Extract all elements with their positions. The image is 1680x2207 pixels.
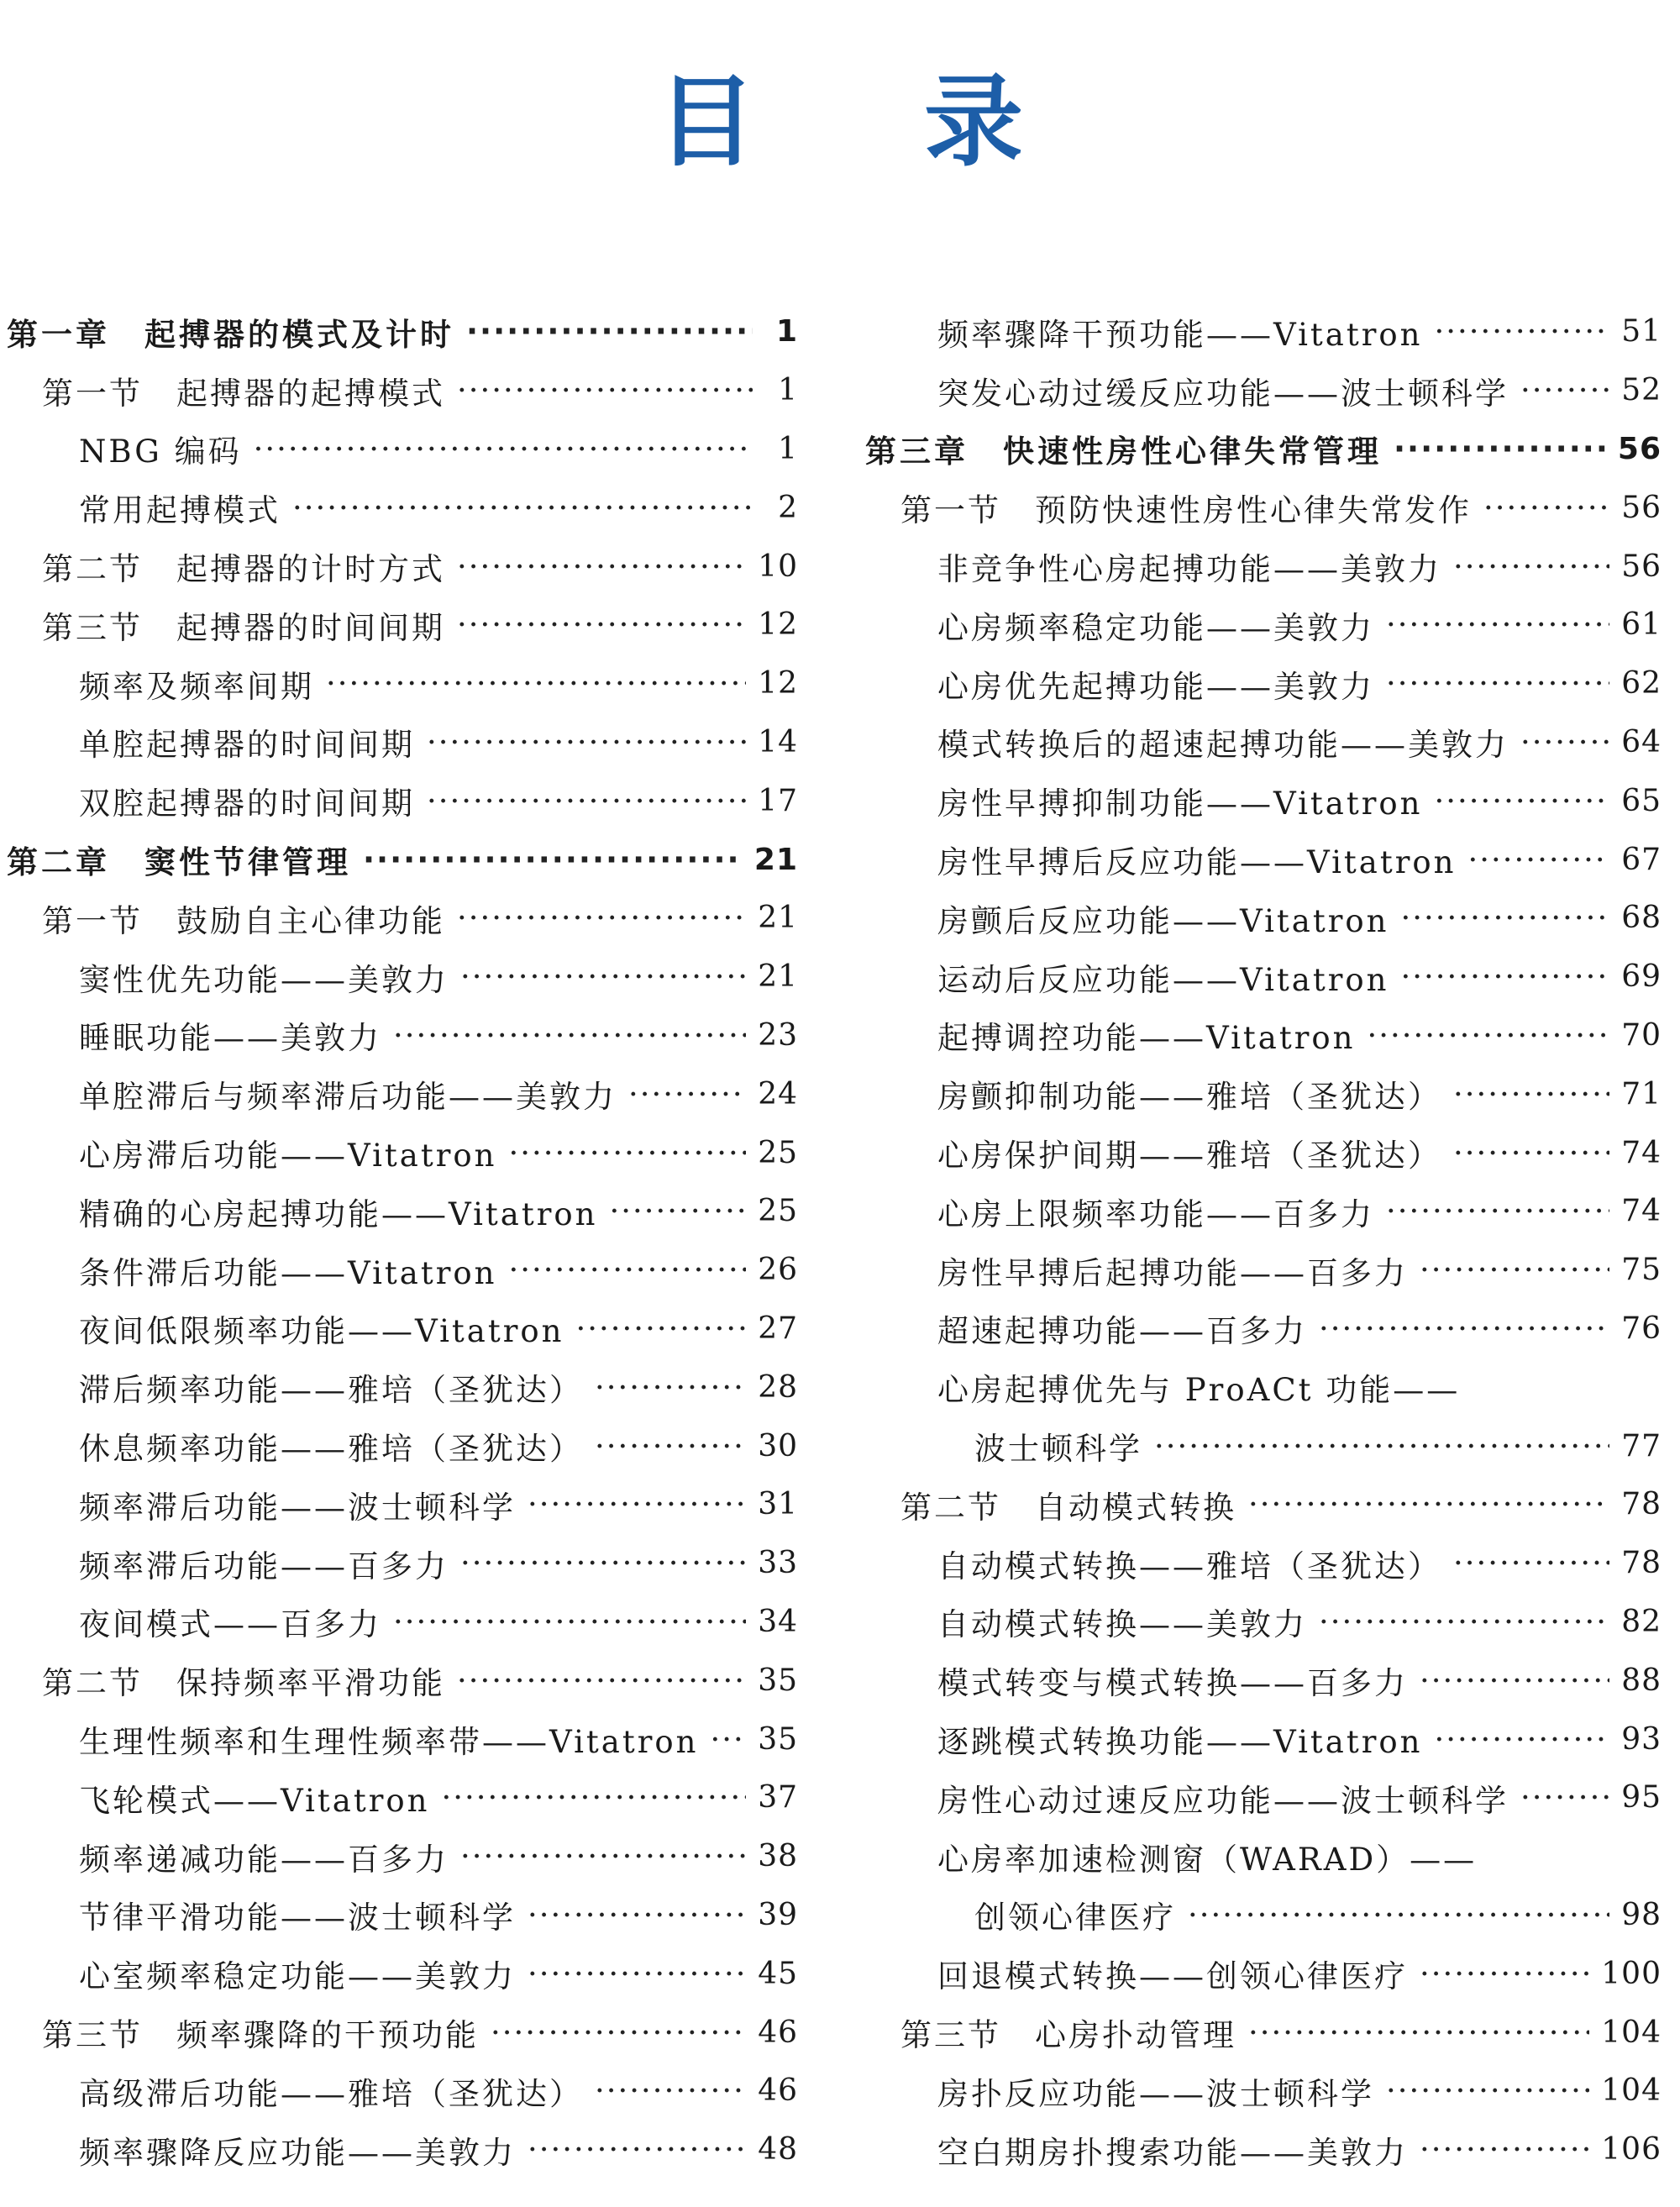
- toc-item-entry[interactable]: [865, 1944, 1662, 2003]
- toc-leader-dots: [427, 783, 746, 819]
- toc-page-number: 33: [758, 1546, 798, 1581]
- toc-leader-dots: [1435, 1721, 1610, 1758]
- toc-item-entry[interactable]: [865, 1416, 1662, 1475]
- toc-entry-title: 双腔起搏器的时间间期: [79, 786, 415, 822]
- toc-leader-dots: [528, 1956, 746, 1992]
- toc-leader-dots: [442, 1779, 747, 1816]
- toc-entry-title: 房性早搏后反应功能——Vitatron: [937, 844, 1457, 881]
- toc-leader-dots: [393, 1017, 746, 1054]
- toc-right-column: [865, 302, 1662, 2179]
- toc-page-number: 27: [758, 1311, 798, 1346]
- toc-leader-dots: [1368, 1017, 1610, 1054]
- toc-section-entry[interactable]: [7, 889, 798, 948]
- toc-leader-dots: [1483, 490, 1609, 526]
- toc-page-number: 26: [758, 1253, 798, 1288]
- toc-chapter-entry[interactable]: [7, 302, 798, 361]
- toc-entry-title: 第二节 保持频率平滑功能: [42, 1665, 445, 1702]
- toc-page-number: 1: [775, 314, 798, 349]
- toc-leader-dots: [1453, 1135, 1609, 1171]
- toc-page-number: 104: [1601, 2073, 1662, 2109]
- toc-leader-dots: [1401, 959, 1610, 995]
- toc-entry-title: 逐跳模式转换功能——Vitatron: [937, 1724, 1423, 1761]
- toc-leader-dots: [460, 1545, 746, 1581]
- toc-entry-title: 飞轮模式——Vitatron: [79, 1782, 430, 1819]
- toc-item-entry[interactable]: [865, 1123, 1662, 1182]
- toc-leader-dots: [1520, 372, 1609, 408]
- toc-item-entry[interactable]: [865, 302, 1662, 361]
- toc-entry-title: 空白期房扑搜索功能——美敦力: [937, 2134, 1408, 2171]
- toc-page-number: 62: [1621, 666, 1662, 702]
- toc-page-number: 76: [1621, 1311, 1662, 1346]
- toc-page-number: 21: [758, 901, 798, 936]
- toc-entry-title: 心房起搏优先与 ProACt 功能——: [937, 1372, 1461, 1409]
- toc-leader-dots: [1453, 549, 1609, 585]
- toc-entry-title: 第三节 起搏器的时间间期: [42, 609, 445, 646]
- toc-page-number: 25: [758, 1194, 798, 1229]
- toc-section-entry[interactable]: [7, 537, 798, 596]
- toc-page-number: 75: [1621, 1253, 1662, 1288]
- toc-page-number: 21: [753, 842, 798, 877]
- toc-page-number: 21: [758, 959, 798, 995]
- toc-chapter-entry[interactable]: [7, 830, 798, 889]
- toc-entry-title: 房性早搏后起搏功能——百多力: [937, 1254, 1408, 1291]
- toc-page-number: 67: [1621, 842, 1662, 877]
- toc-leader-dots: [457, 549, 746, 585]
- toc-page-number: 65: [1621, 783, 1662, 818]
- toc-entry-title: 房颤抑制功能——雅培（圣犹达）: [937, 1079, 1441, 1116]
- toc-leader-dots: [528, 1897, 746, 1933]
- toc-section-entry[interactable]: [7, 2003, 798, 2062]
- toc-entry-title: 创领心律医疗: [974, 1900, 1176, 1936]
- toc-entry-title: 节律平滑功能——波士顿科学: [79, 1900, 516, 1936]
- toc-leader-dots: [1468, 842, 1610, 878]
- toc-entry-title: 起搏调控功能——Vitatron: [937, 1020, 1356, 1057]
- toc-page-number: 24: [758, 1076, 798, 1111]
- toc-leader-dots: [595, 1369, 746, 1406]
- toc-item-entry[interactable]: [865, 596, 1662, 654]
- toc-leader-dots: [1435, 783, 1610, 819]
- toc-entry-title: 房性心动过速反应功能——波士顿科学: [937, 1782, 1509, 1819]
- toc-page-number: 34: [758, 1604, 798, 1639]
- toc-page-number: 95: [1621, 1780, 1662, 1816]
- toc-page-number: 45: [758, 1956, 798, 1991]
- toc-entry-title: 自动模式转换——雅培（圣犹达）: [937, 1548, 1441, 1584]
- toc-leader-dots: [1394, 431, 1606, 467]
- toc-leader-dots: [1154, 1428, 1609, 1464]
- toc-item-entry[interactable]: [7, 654, 798, 713]
- toc-page-number: 31: [758, 1487, 798, 1522]
- toc-item-entry[interactable]: [7, 1416, 798, 1475]
- title-char-2: 录: [924, 64, 1024, 180]
- toc-page-number: 37: [758, 1780, 798, 1816]
- toc-item-entry[interactable]: [865, 1886, 1662, 1945]
- toc-item-entry[interactable]: [865, 2120, 1662, 2179]
- toc-item-entry[interactable]: [7, 1475, 798, 1534]
- toc-item-entry[interactable]: [865, 654, 1662, 713]
- toc-item-entry[interactable]: [7, 1593, 798, 1652]
- toc-page-number: 1: [778, 431, 798, 466]
- toc-item-entry[interactable]: [7, 2120, 798, 2179]
- toc-leader-dots: [1520, 724, 1609, 760]
- toc-entry-title: 心室频率稳定功能——美敦力: [79, 1958, 516, 1995]
- toc-page-number: 48: [758, 2132, 798, 2168]
- toc-entry-title: 夜间低限频率功能——Vitatron: [79, 1313, 564, 1350]
- toc-entry-title: 夜间模式——百多力: [79, 1606, 381, 1643]
- toc-leader-dots: [1435, 313, 1610, 349]
- toc-page-number: 1: [778, 373, 798, 408]
- toc-entry-title: 模式转变与模式转换——百多力: [937, 1665, 1408, 1702]
- toc-item-entry[interactable]: [7, 1534, 798, 1593]
- toc-item-entry[interactable]: [7, 1241, 798, 1300]
- toc-section-entry[interactable]: [7, 596, 798, 654]
- toc-leader-dots: [457, 372, 753, 408]
- toc-item-entry[interactable]: [7, 2062, 798, 2120]
- toc-entry-title: 第一节 预防快速性房性心律失常发作: [900, 492, 1472, 529]
- toc-entry-title: 心房频率稳定功能——美敦力: [937, 609, 1374, 646]
- toc-page-number: 51: [1621, 314, 1662, 349]
- toc-leader-dots: [1520, 1779, 1609, 1816]
- page-title: [0, 42, 1680, 185]
- toc-item-entry[interactable]: [865, 1827, 1662, 1886]
- toc-entry-title: 常用起搏模式: [79, 492, 281, 529]
- toc-entry-title: 波士顿科学: [974, 1431, 1142, 1468]
- toc-entry-title: NBG 编码: [79, 434, 242, 470]
- toc-item-entry[interactable]: [7, 1123, 798, 1182]
- toc-page-number: 69: [1621, 959, 1662, 995]
- toc-entry-title: 心房滞后功能——Vitatron: [79, 1138, 497, 1174]
- toc-entry-title: 高级滞后功能——雅培（圣犹达）: [79, 2075, 583, 2112]
- toc-item-entry[interactable]: [865, 1182, 1662, 1241]
- toc-item-entry[interactable]: [865, 1534, 1662, 1593]
- toc-entry-title: 频率及频率间期: [79, 668, 314, 705]
- toc-page-number: 56: [1621, 549, 1662, 584]
- toc-entry-title: 房性早搏抑制功能——Vitatron: [937, 786, 1423, 822]
- toc-entry-title: 第三节 心房扑动管理: [900, 2017, 1236, 2053]
- toc-entry-title: 休息频率功能——雅培（圣犹达）: [79, 1431, 583, 1468]
- toc-item-entry[interactable]: [865, 1006, 1662, 1065]
- toc-entry-title: 非竞争性心房起搏功能——美敦力: [937, 551, 1441, 588]
- toc-leader-dots: [460, 959, 746, 995]
- toc-leader-dots: [1188, 1897, 1609, 1933]
- toc-entry-title: 心房率加速检测窗（WARAD）——: [937, 1841, 1478, 1878]
- toc-item-entry[interactable]: [7, 1300, 798, 1358]
- toc-entry-title: 运动后反应功能——Vitatron: [937, 961, 1389, 998]
- toc-page-number: 104: [1601, 2015, 1662, 2050]
- toc-leader-dots: [711, 1721, 747, 1758]
- toc-section-entry[interactable]: [865, 1475, 1662, 1534]
- toc-page-number: 38: [758, 1839, 798, 1874]
- toc-leader-dots: [509, 1135, 747, 1171]
- toc-leader-dots: [1319, 1311, 1609, 1347]
- toc-leader-dots: [393, 1604, 746, 1640]
- toc-entry-title: 第三节 频率骤降的干预功能: [42, 2017, 479, 2053]
- toc-item-entry[interactable]: [865, 1710, 1662, 1768]
- toc-leader-dots: [528, 1486, 746, 1522]
- toc-item-entry[interactable]: [865, 1651, 1662, 1710]
- toc-page-number: 106: [1601, 2132, 1662, 2168]
- toc-item-entry[interactable]: [865, 1064, 1662, 1123]
- toc-page-number: 78: [1621, 1487, 1662, 1522]
- toc-item-entry[interactable]: [7, 1006, 798, 1065]
- toc-page-number: 68: [1621, 901, 1662, 936]
- toc-page-number: 74: [1621, 1135, 1662, 1170]
- toc-entry-title: 频率骤降反应功能——美敦力: [79, 2134, 516, 2171]
- toc-page-number: 39: [758, 1897, 798, 1932]
- toc-left-column: [7, 302, 798, 2179]
- toc-leader-dots: [610, 1193, 747, 1229]
- toc-leader-dots: [1248, 2015, 1589, 2051]
- toc-leader-dots: [1453, 1545, 1609, 1581]
- toc-leader-dots: [1453, 1076, 1609, 1112]
- toc-leader-dots: [1420, 1663, 1609, 1699]
- toc-leader-dots: [1420, 1956, 1589, 1992]
- toc-entry-title: 频率递减功能——百多力: [79, 1841, 449, 1878]
- toc-leader-dots: [491, 2015, 746, 2051]
- toc-page-number: 10: [758, 549, 798, 584]
- toc-page-number: 78: [1621, 1546, 1662, 1581]
- toc-page-number: 98: [1621, 1897, 1662, 1932]
- toc-leader-dots: [292, 490, 753, 526]
- toc-item-entry[interactable]: [865, 537, 1662, 596]
- toc-leader-dots: [466, 313, 753, 349]
- toc-leader-dots: [457, 900, 746, 936]
- toc-page-number: 56: [1617, 431, 1662, 466]
- toc-entry-title: 第二节 自动模式转换: [900, 1489, 1236, 1526]
- toc-leader-dots: [1386, 665, 1609, 702]
- toc-leader-dots: [254, 431, 753, 467]
- toc-item-entry[interactable]: [865, 830, 1662, 889]
- toc-page-number: 70: [1621, 1017, 1662, 1053]
- toc-leader-dots: [326, 665, 746, 702]
- toc-leader-dots: [1319, 1604, 1609, 1640]
- toc-entry-title: 频率滞后功能——波士顿科学: [79, 1489, 516, 1526]
- toc-leader-dots: [628, 1076, 746, 1112]
- toc-leader-dots: [363, 842, 743, 878]
- toc-entry-title: 睡眠功能——美敦力: [79, 1020, 381, 1057]
- toc-item-entry[interactable]: [7, 1886, 798, 1945]
- toc-entry-title: 频率骤降干预功能——Vitatron: [937, 316, 1423, 353]
- toc-item-entry[interactable]: [7, 478, 798, 537]
- toc-page-number: 12: [758, 607, 798, 643]
- toc-leader-dots: [427, 724, 746, 760]
- toc-page-number: 61: [1621, 607, 1662, 643]
- toc-page-number: 17: [758, 783, 798, 818]
- toc-entry-title: 突发心动过缓反应功能——波士顿科学: [937, 375, 1509, 412]
- toc-entry-title: 自动模式转换——美敦力: [937, 1606, 1307, 1643]
- toc-entry-title: 心房上限频率功能——百多力: [937, 1195, 1374, 1232]
- toc-section-entry[interactable]: [7, 361, 798, 420]
- toc-leader-dots: [1420, 1252, 1609, 1288]
- toc-section-entry[interactable]: [865, 478, 1662, 537]
- toc-item-entry[interactable]: [7, 420, 798, 479]
- toc-item-entry[interactable]: [7, 1064, 798, 1123]
- toc-item-entry[interactable]: [865, 1300, 1662, 1358]
- toc-leader-dots: [457, 1663, 746, 1699]
- toc-leader-dots: [460, 1838, 746, 1874]
- toc-page-number: 12: [758, 666, 798, 702]
- toc-entry-title: 心房保护间期——雅培（圣犹达）: [937, 1138, 1441, 1174]
- toc-item-entry[interactable]: [865, 1593, 1662, 1652]
- toc-entry-title: 心房优先起搏功能——美敦力: [937, 668, 1374, 705]
- toc-entry-title: 频率滞后功能——百多力: [79, 1548, 449, 1584]
- toc-entry-title: 房扑反应功能——波士顿科学: [937, 2075, 1374, 2112]
- toc-page-number: 82: [1621, 1604, 1662, 1639]
- toc-page-number: 2: [778, 490, 798, 525]
- toc-leader-dots: [1248, 1486, 1609, 1522]
- toc-entry-title: 条件滞后功能——Vitatron: [79, 1254, 497, 1291]
- toc-leader-dots: [1420, 2131, 1589, 2168]
- toc-item-entry[interactable]: [865, 1241, 1662, 1300]
- toc-page-number: 52: [1621, 373, 1662, 408]
- toc-leader-dots: [595, 1428, 746, 1464]
- toc-page-number: 88: [1621, 1663, 1662, 1698]
- toc-item-entry[interactable]: [865, 713, 1662, 772]
- toc-leader-dots: [528, 2131, 746, 2168]
- toc-entry-title: 第三章 快速性房性心律失常管理: [865, 434, 1382, 470]
- toc-item-entry[interactable]: [865, 771, 1662, 830]
- toc-entry-title: 超速起搏功能——百多力: [937, 1313, 1307, 1350]
- toc-page-number: 93: [1621, 1721, 1662, 1757]
- toc-entry-title: 第一节 起搏器的起搏模式: [42, 375, 445, 412]
- toc-item-entry[interactable]: [865, 948, 1662, 1006]
- toc-page-number: 25: [758, 1135, 798, 1170]
- toc-page-number: 100: [1601, 1956, 1662, 1991]
- toc-entry-title: 单腔滞后与频率滞后功能——美敦力: [79, 1079, 617, 1116]
- toc-item-entry[interactable]: [7, 948, 798, 1006]
- toc-entry-title: 第二节 起搏器的计时方式: [42, 551, 445, 588]
- toc-item-entry[interactable]: [865, 889, 1662, 948]
- toc-entry-title: 模式转换后的超速起搏功能——美敦力: [937, 727, 1509, 764]
- toc-item-entry[interactable]: [7, 771, 798, 830]
- toc-item-entry[interactable]: [7, 713, 798, 772]
- toc-item-entry[interactable]: [7, 1768, 798, 1827]
- toc-page-number: 77: [1621, 1428, 1662, 1463]
- toc-leader-dots: [1386, 1193, 1609, 1229]
- toc-leader-dots: [1386, 607, 1609, 643]
- toc-page-number: 46: [758, 2015, 798, 2050]
- toc-page-number: 74: [1621, 1194, 1662, 1229]
- toc-page-number: 35: [758, 1663, 798, 1698]
- toc-entry-title: 窦性优先功能——美敦力: [79, 961, 449, 998]
- title-char-1: 目: [656, 64, 756, 180]
- toc-page-number: 14: [758, 724, 798, 759]
- toc-item-entry[interactable]: [7, 1182, 798, 1241]
- toc-item-entry[interactable]: [865, 1768, 1662, 1827]
- toc-entry-title: 滞后频率功能——雅培（圣犹达）: [79, 1372, 583, 1409]
- toc-leader-dots: [1401, 900, 1610, 936]
- toc-entry-title: 第二章 窦性节律管理: [7, 844, 351, 881]
- toc-entry-title: 第一节 鼓励自主心律功能: [42, 902, 445, 939]
- toc-item-entry[interactable]: [865, 1358, 1662, 1416]
- toc-page-number: 35: [758, 1721, 798, 1757]
- toc-page-number: 30: [758, 1428, 798, 1463]
- toc-leader-dots: [1386, 2073, 1589, 2109]
- toc-entry-title: 回退模式转换——创领心律医疗: [937, 1958, 1408, 1995]
- toc-section-entry[interactable]: [7, 1651, 798, 1710]
- toc-page-number: 56: [1621, 490, 1662, 525]
- toc-chapter-entry[interactable]: [865, 420, 1662, 479]
- toc-page-number: 64: [1621, 724, 1662, 759]
- toc-page-number: 71: [1621, 1076, 1662, 1111]
- toc-item-entry[interactable]: [7, 1358, 798, 1416]
- toc-entry-title: 单腔起搏器的时间间期: [79, 727, 415, 764]
- toc-entry-title: 精确的心房起搏功能——Vitatron: [79, 1195, 598, 1232]
- toc-item-entry[interactable]: [7, 1944, 798, 2003]
- toc-item-entry[interactable]: [7, 1710, 798, 1768]
- toc-page-number: 28: [758, 1369, 798, 1405]
- toc-section-entry[interactable]: [865, 2003, 1662, 2062]
- toc-leader-dots: [595, 2073, 746, 2109]
- toc-page-number: 23: [758, 1017, 798, 1053]
- toc-item-entry[interactable]: [865, 2062, 1662, 2120]
- toc-leader-dots: [509, 1252, 747, 1288]
- toc-entry-title: 第一章 起搏器的模式及计时: [7, 316, 454, 353]
- toc-item-entry[interactable]: [7, 1827, 798, 1886]
- toc-entry-title: 房颤后反应功能——Vitatron: [937, 902, 1389, 939]
- toc-leader-dots: [576, 1311, 747, 1347]
- toc-entry-title: 生理性频率和生理性频率带——Vitatron: [79, 1724, 699, 1761]
- toc-item-entry[interactable]: [865, 361, 1662, 420]
- toc-leader-dots: [457, 607, 746, 643]
- toc-page-number: 46: [758, 2073, 798, 2109]
